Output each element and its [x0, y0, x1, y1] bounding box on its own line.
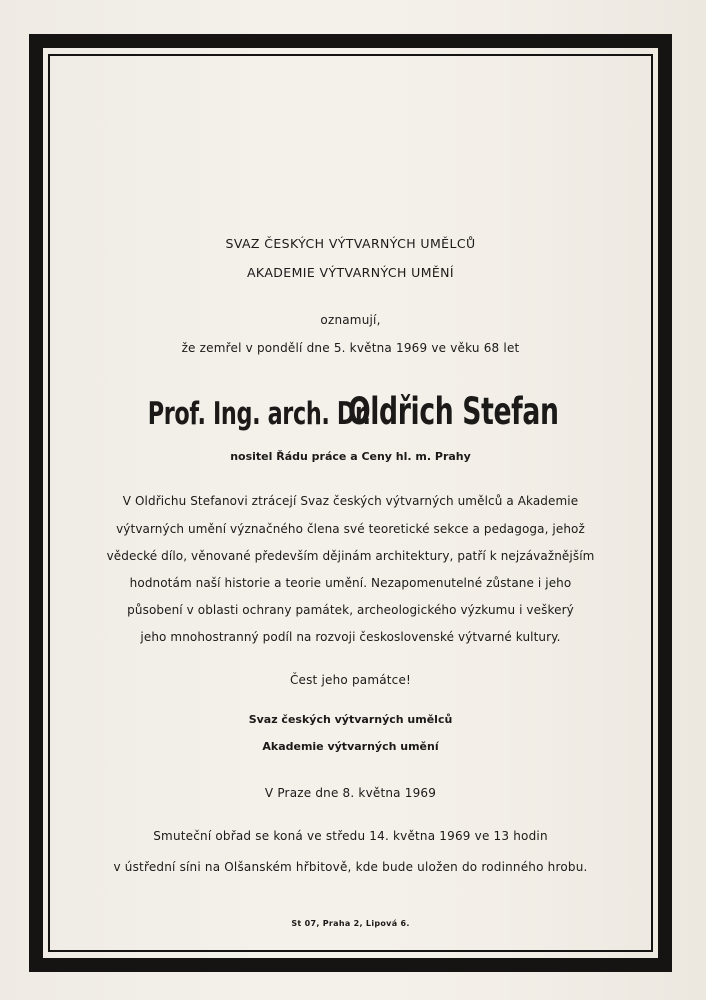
tribute-line-3: vědecké dílo, věnované především dějinám architektury, patří k nejzávažnějším	[106, 549, 595, 563]
tribute-line-4: hodnotám naší historie a teorie umění. Nezapomenutelné zůstane i jeho	[129, 576, 572, 590]
honors-line: nositel Řádu práce a Ceny hl. m. Prahy	[230, 450, 471, 463]
deceased-name: Oldřich Stefan	[347, 390, 559, 433]
deceased-full-name	[50, 390, 651, 433]
tribute-line-5: působení v oblasti ochrany památek, archeologického výzkumu i veškerý	[127, 603, 574, 617]
place-date: V Praze dne 8. května 1969	[264, 786, 437, 800]
signature-line-1: Svaz českých výtvarných umělců	[248, 713, 453, 726]
death-line: že zemřel v pondělí dne 5. května 1969 ve věku 68 let	[181, 341, 520, 355]
closing-line: Čest jeho památce!	[289, 673, 412, 687]
org-line-2: AKADEMIE VÝTVARNÝCH UMĚNÍ	[246, 265, 455, 280]
printer-mark: St 07, Praha 2, Lipová 6.	[291, 919, 410, 928]
tribute-line-2: výtvarných umění význačného člena své teoretické sekce a pedagoga, jehož	[116, 522, 585, 536]
signature-line-2: Akademie výtvarných umění	[262, 740, 439, 753]
tribute-line-6: jeho mnohostranný podíl na rozvoji československé výtvarné kultury.	[140, 630, 561, 644]
funeral-line-1: Smuteční obřad se koná ve středu 14. května 1969 ve 13 hodin	[153, 829, 548, 843]
funeral-line-2: v ústřední síni na Olšanském hřbitově, kde bude uložen do rodinného hrobu.	[113, 860, 588, 874]
announcement-verb: oznamují,	[320, 313, 381, 327]
tribute-line-1: V Oldřichu Stefanovi ztrácejí Svaz českých výtvarných umělců a Akademie	[122, 494, 579, 508]
deceased-titles: Prof. Ing. arch. Dr.	[147, 396, 371, 432]
org-line-1: SVAZ ČESKÝCH VÝTVARNÝCH UMĚLCŮ	[225, 236, 476, 251]
